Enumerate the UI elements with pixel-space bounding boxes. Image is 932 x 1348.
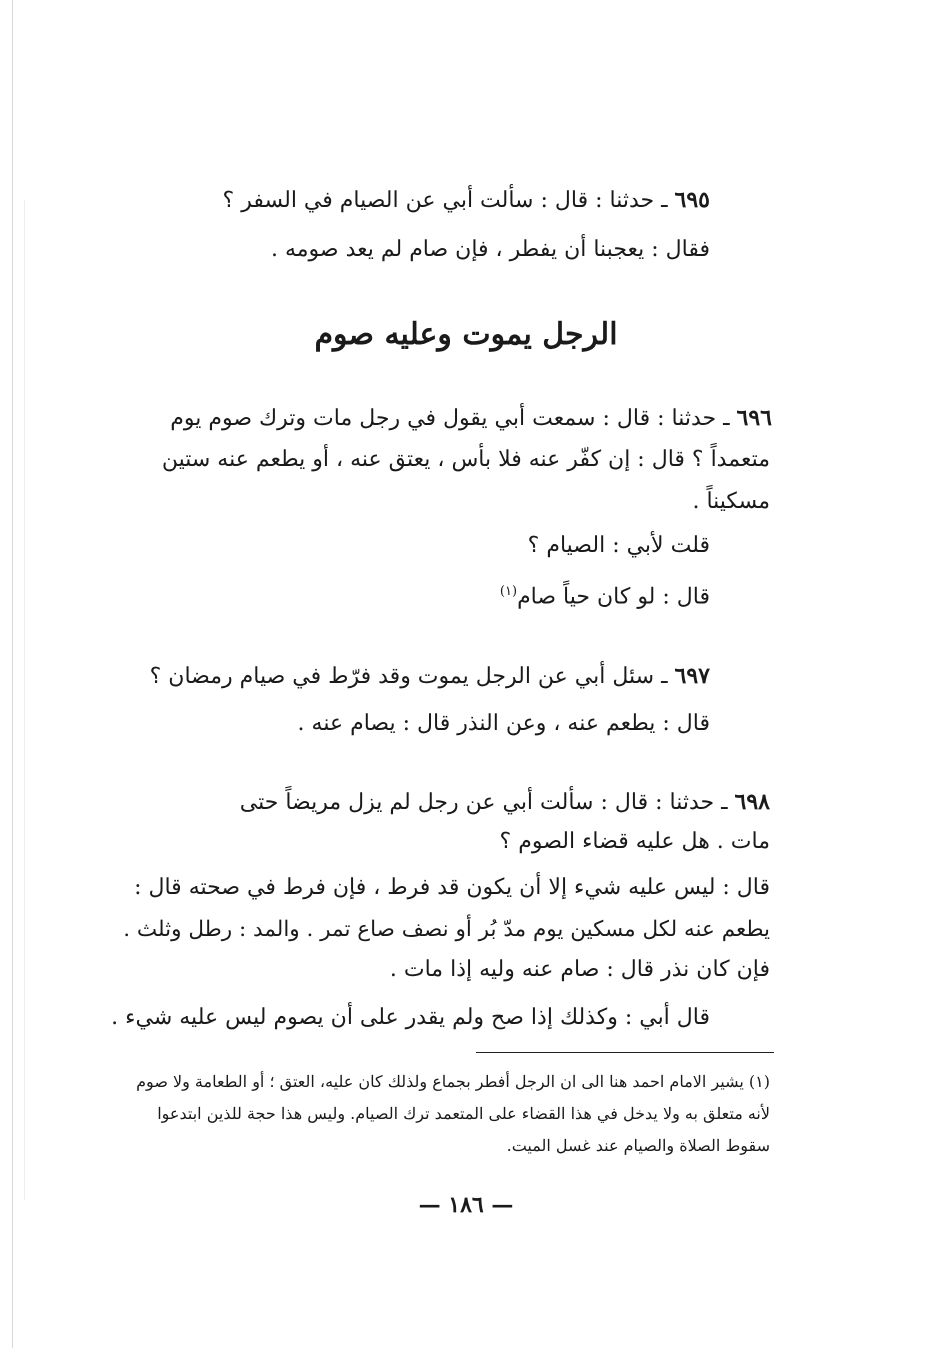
entry-695-text-1: ـ حدثنا : قال : سألت أبي عن الصيام في السفر ؟ (222, 188, 668, 213)
entry-698-number: ٦٩٨ (734, 789, 770, 815)
entry-695-line-2: فقال : يعجبنا أن يفطر ، فإن صام لم يعد صومه . (270, 237, 710, 262)
entry-698-line-4: يطعم عنه لكل مسكين يوم مدّ بُر أو نصف صاع تمر . والمد : رطل وثلث . (123, 917, 770, 942)
entry-698-line-2: مات . هل عليه قضاء الصوم ؟ (499, 829, 770, 854)
entry-696-line-3: مسكيناً . (692, 489, 770, 514)
entry-696-line-2: متعمداً ؟ قال : إن كفّر عنه فلا بأس ، يعتق عنه ، أو يطعم عنه ستين (161, 447, 770, 472)
entry-698-line-1 (240, 782, 770, 822)
entry-696-line-1 (170, 398, 772, 438)
footnote-line-3: سقوط الصلاة والصيام عند غسل الميت. (506, 1136, 770, 1155)
entry-695-line-1 (223, 180, 710, 220)
footnote-ref: (١) (499, 584, 518, 599)
page-number: — ١٨٦ — (418, 1192, 514, 1218)
entry-698-line-5: فإن كان نذر قال : صام عنه وليه إذا مات . (389, 957, 770, 982)
section-title: الرجل يموت وعليه صوم (314, 317, 618, 352)
footnote-line-1: (١) يشير الامام احمد هنا الى ان الرجل أفطر بجماع ولذلك كان عليه، العتق ؛ أو الطعامة ولا صوم (136, 1072, 770, 1091)
entry-698-line-6: قال أبي : وكذلك إذا صح ولم يقدر على أن يصوم ليس عليه شيء . (111, 1005, 710, 1030)
entry-696-text-1: ـ حدثنا : قال : سمعت أبي يقول في رجل مات وترك صوم يوم (170, 406, 730, 431)
entry-695-number: ٦٩٥ (674, 187, 710, 213)
entry-696-number: ٦٩٦ (736, 405, 772, 431)
entry-697-line-1 (150, 656, 710, 696)
entry-696-answer (500, 572, 710, 612)
entry-698-line-3: قال : ليس عليه شيء إلا أن يكون قد فرط ، فإن فرط في صحته قال : (134, 875, 770, 900)
entry-696-question: قلت لأبي : الصيام ؟ (527, 533, 710, 558)
footnote-line-2: لأنه متعلق به ولا يدخل في هذا القضاء على المتعمد ترك الصيام. وليس هذا حجة للذين ابتدعوا (157, 1104, 770, 1123)
footnote-separator (476, 1052, 774, 1053)
entry-697-number: ٦٩٧ (674, 663, 710, 689)
entry-696-answer-text: قال : لو كان حياً صام (517, 584, 710, 610)
entry-698-text-1: ـ حدثنا : قال : سألت أبي عن رجل لم يزل مريضاً حتى (239, 790, 728, 815)
scan-margin-line (12, 0, 13, 1348)
entry-697-line-2: قال : يطعم عنه ، وعن النذر قال : يصام عنه . (297, 711, 710, 736)
entry-697-text-1: ـ سئل أبي عن الرجل يموت وقد فرّط في صيام رمضان ؟ (149, 664, 668, 689)
